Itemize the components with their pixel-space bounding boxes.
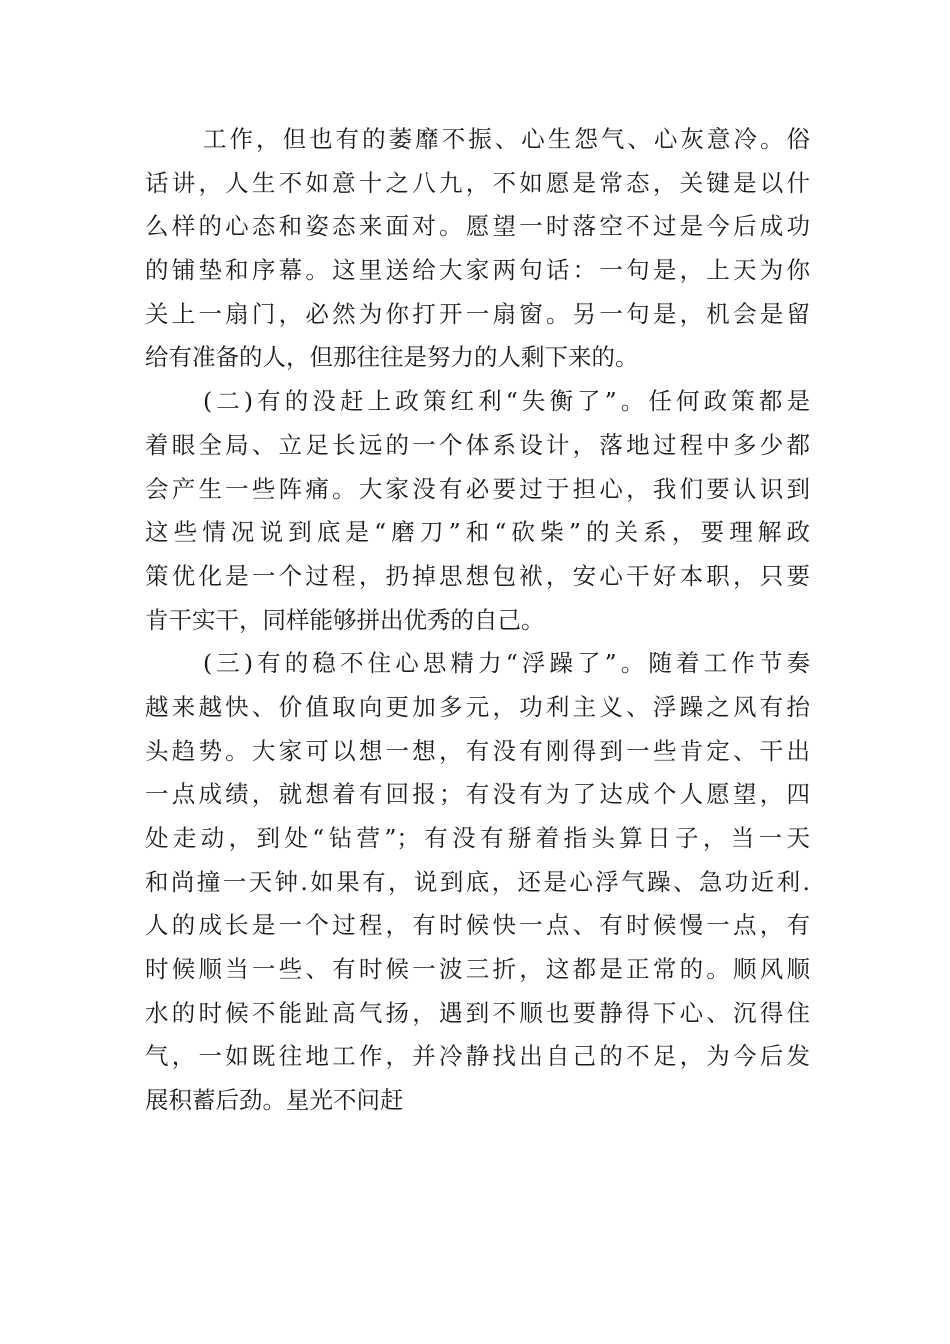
text-line: 关上一扇门，必然为你打开一扇窗。另一句是，机会是留	[145, 299, 810, 328]
text-line: 工作，但也有的萎靡不振、心生怨气、心灰意冷。俗	[203, 125, 810, 153]
paragraph-section-two	[145, 380, 810, 642]
text-line: 时候顺当一些、有时候一波三折，这都是正常的。顺风顺	[145, 955, 810, 984]
text-line: 展积蓄后劲。星光不问赶	[145, 1086, 404, 1115]
paragraph-intro-continuation	[145, 118, 810, 380]
text-line: 策优化是一个过程，扔掉思想包袱，安心干好本职，只要	[145, 561, 810, 590]
text-line: 这些情况说到底是“磨刀”和“砍柴”的关系，要理解政	[145, 518, 810, 547]
text-line: 气，一如既往地工作，并冷静找出自己的不足，为今后发	[145, 1042, 810, 1071]
text-line: 么样的心态和姿态来面对。愿望一时落空不过是今后成功	[145, 212, 810, 241]
text-line: 头趋势。大家可以想一想，有没有刚得到一些肯定、干出	[145, 736, 810, 765]
text-line: 话讲，人生不如意十之八九，不如愿是常态，关键是以什	[145, 168, 810, 197]
section-heading-line: (二)有的没赶上政策红利“失衡了”。任何政策都是	[203, 387, 810, 416]
body-text	[145, 118, 810, 1123]
text-line: 一点成绩，就想着有回报；有没有为了达成个人愿望，四	[145, 780, 810, 809]
text-line: 肯干实干，同样能够拼出优秀的自己。	[145, 605, 545, 634]
text-line: 人的成长是一个过程，有时候快一点、有时候慢一点，有	[145, 911, 810, 940]
text-line: 给有准备的人，但那往往是努力的人剩下来的。	[145, 343, 639, 372]
text-line: 会产生一些阵痛。大家没有必要过于担心，我们要认识到	[145, 474, 810, 503]
paragraph-section-three	[145, 642, 810, 1123]
text-line: 水的时候不能趾高气扬，遇到不顺也要静得下心、沉得住	[145, 998, 810, 1027]
text-line: 越来越快、价值取向更加多元，功利主义、浮躁之风有抬	[145, 692, 810, 721]
section-heading-line: (三)有的稳不住心思精力“浮躁了”。随着工作节奏	[203, 649, 810, 678]
text-line: 和尚撞一天钟.如果有，说到底，还是心浮气躁、急功近利.	[145, 867, 810, 896]
text-line: 的铺垫和序幕。这里送给大家两句话：一句是，上天为你	[145, 256, 810, 285]
text-line: 处走动，到处“钻营”；有没有掰着指头算日子，当一天	[145, 824, 810, 852]
text-line: 着眼全局、立足长远的一个体系设计，落地过程中多少都	[145, 430, 810, 459]
